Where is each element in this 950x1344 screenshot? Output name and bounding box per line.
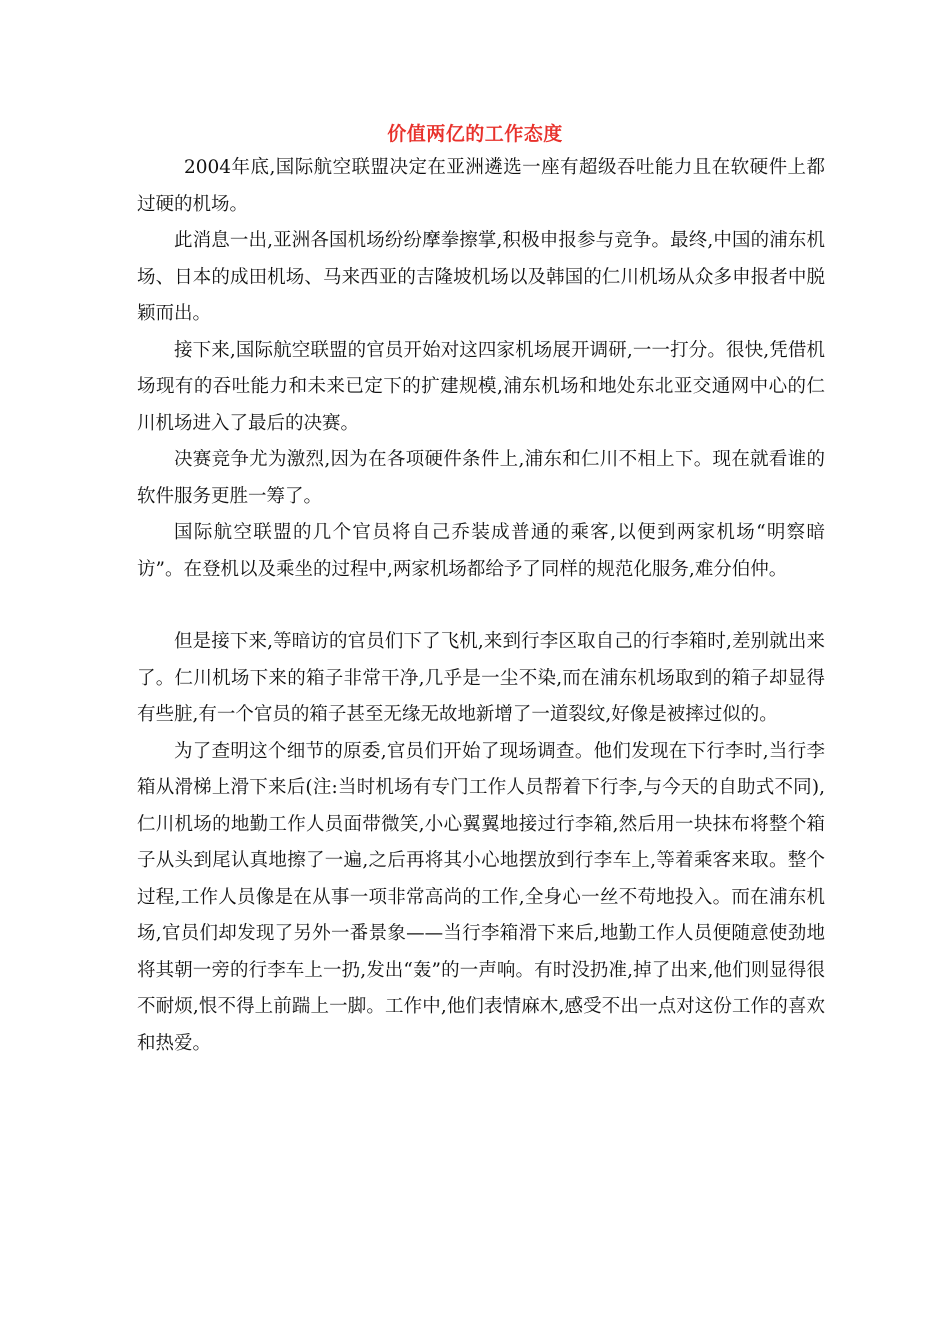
paragraph-5: 国际航空联盟的几个官员将自己乔装成普通的乘客,以便到两家机场“明察暗访”。在登机以及乘坐的过程中,两家机场都给予了同样的规范化服务,难分伯仲。 bbox=[137, 522, 825, 580]
paragraph-3: 接下来,国际航空联盟的官员开始对这四家机场展开调研,一一打分。很快,凭借机场现有的吞吐能力和未来已定下的扩建规模,浦东机场和地处东北亚交通网中心的仁川机场进入了最后的决赛。 bbox=[137, 339, 825, 434]
paragraph-1: 2004年底,国际航空联盟决定在亚洲遴选一座有超级吞吐能力且在软硬件上都过硬的机场。 bbox=[137, 157, 825, 215]
paragraph-6: 但是接下来,等暗访的官员们下了飞机,来到行李区取自己的行李箱时,差别就出来了。仁川机场下来的箱子非常干净,几乎是一尘不染,而在浦东机场取到的箱子却显得有些脏,有一个官员的箱子甚至无缘无故地新增了一道裂纹,好像是被摔过似的。 bbox=[137, 631, 825, 725]
paragraph-4: 决赛竞争尤为激烈,因为在各项硬件条件上,浦东和仁川不相上下。现在就看谁的软件服务更胜一筹了。 bbox=[137, 449, 825, 507]
paragraph-2: 此消息一出,亚洲各国机场纷纷摩拳擦掌,积极申报参与竞争。最终,中国的浦东机场、日本的成田机场、马来西亚的吉隆坡机场以及韩国的仁川机场从众多申报者中脱颖而出。 bbox=[137, 230, 825, 324]
document-title: 价值两亿的工作态度 bbox=[387, 123, 563, 145]
paragraph-7: 为了查明这个细节的原委,官员们开始了现场调查。他们发现在下行李时,当行李箱从滑梯上滑下来后(注:当时机场有专门工作人员帮着下行李,与今天的自助式不同),仁川机场的地勤工作人员面带微笑,小心翼翼地接过行李箱,然后用一块抹布将整个箱子从头到尾认真地擦了一遍,之后再将其小心地摆放到行李车上,等着乘客来取。整个过程,工作人员像是在从事一项非常高尚的工作,全身心一丝不苟地投入。而在浦东机场,官员们却发现了另外一番景象——当行李箱滑下来后,地勤工作人员便随意使劲地将其朝一旁的行李车上一扔,发出“轰”的一声响。有时没扔准,掉了出来,他们则显得很不耐烦,恨不得上前踹上一脚。工作中,他们表情麻木,感受不出一点对这份工作的喜欢和热爱。 bbox=[137, 740, 825, 1054]
paragraph-spacer bbox=[137, 588, 825, 624]
document-body bbox=[137, 150, 825, 1062]
